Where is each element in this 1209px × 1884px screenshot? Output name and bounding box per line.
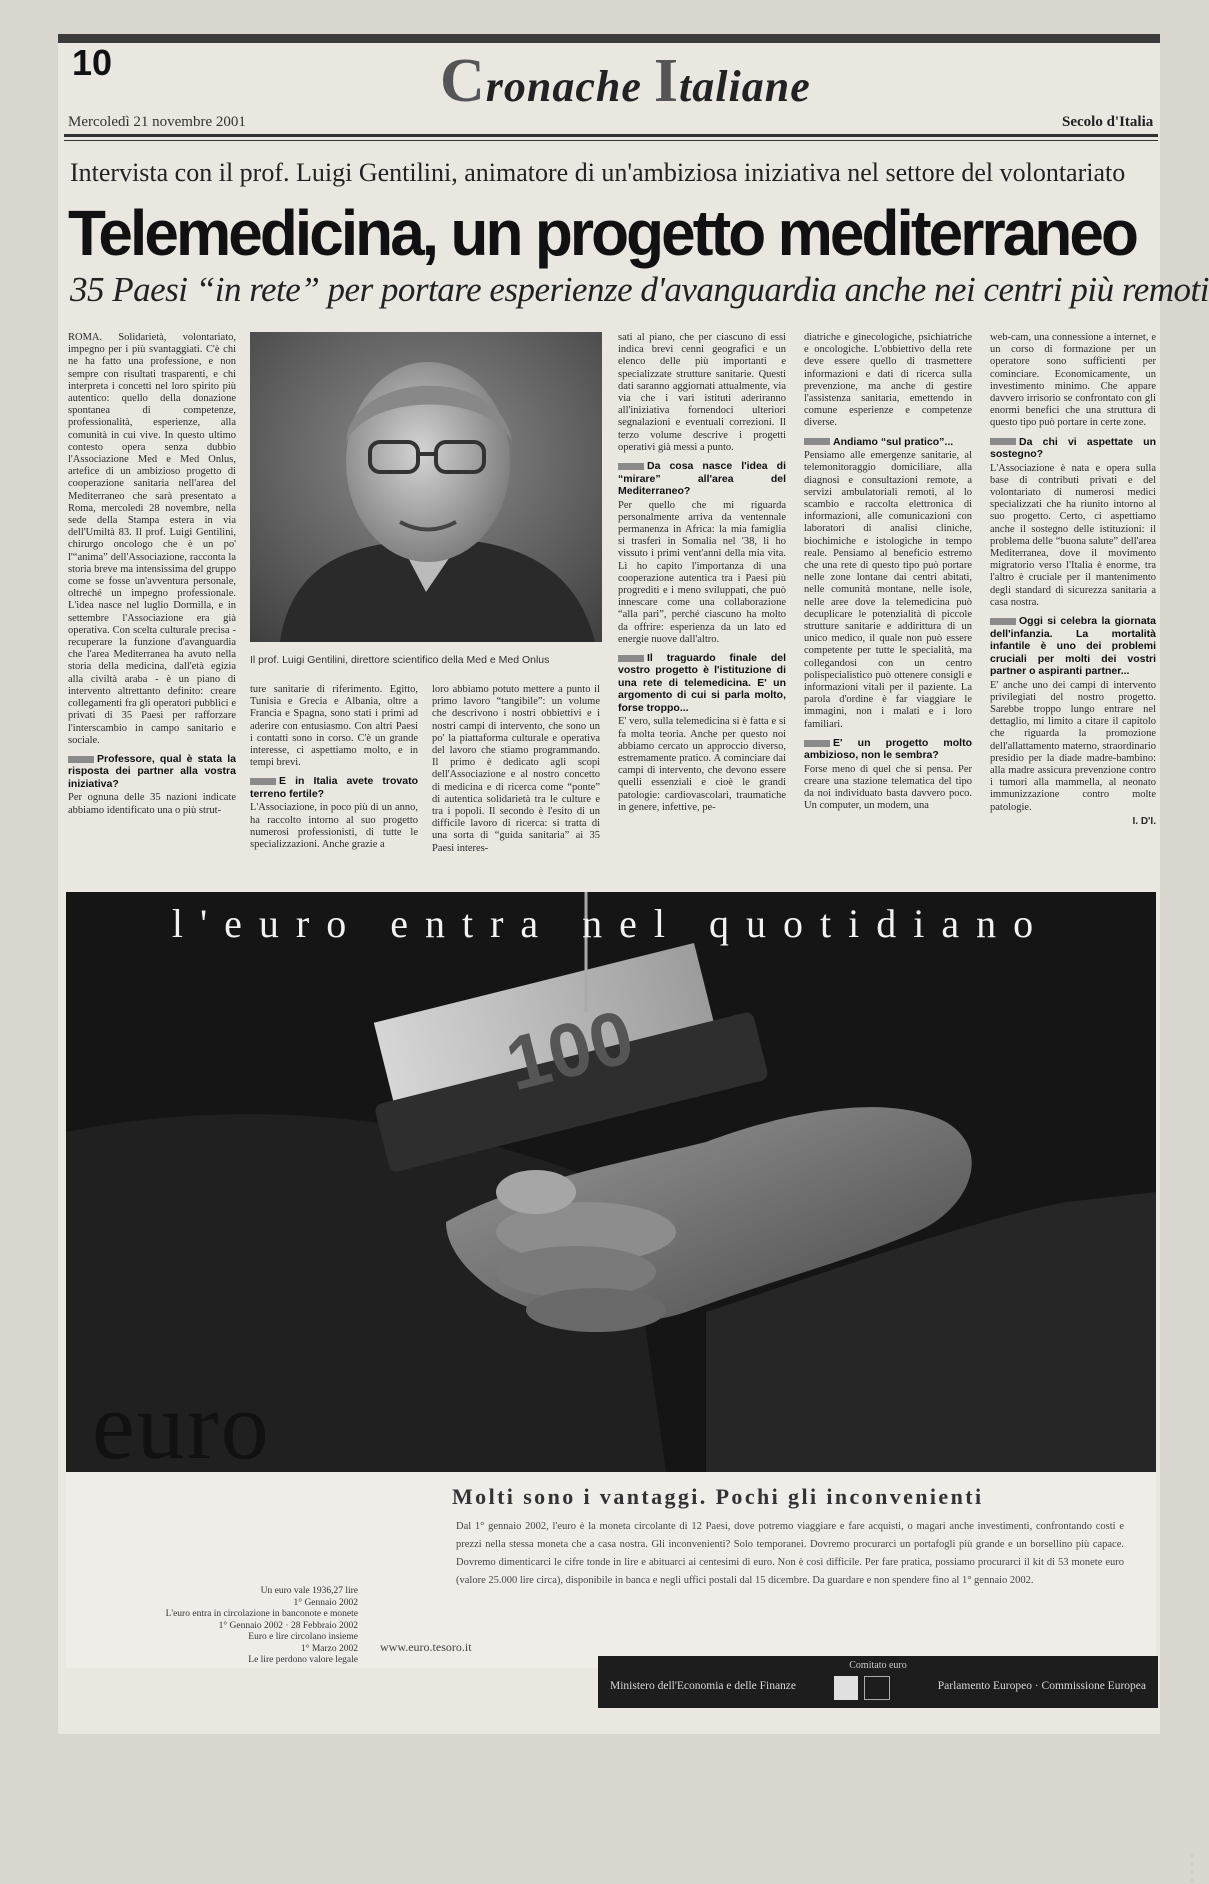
interview-question: Professore, qual è stata la risposta dei partner alla vostra iniziativa?: [68, 752, 236, 790]
column-text: web-cam, una connessione a internet, e un corso di formazione per un operatore sono sufficienti per cominciare. Economicamente, un investimento minimo. Che appare davvero irrisorio se confrontato con gli enormi benefici che una struttura di questo tipo può portare in certe zone.: [990, 332, 1156, 429]
column-text: loro abbiamo potuto mettere a punto il primo lavoro “tangibile”: un volume che descrivono i nostri obbiettivi e i nostri campi di intervento, che sono un po' la piattaforma culturale e operativa del lavoro che stiamo programmando. Il primo è dedicato agli scopi dell'Associazione e al nostro concetto di medicina e di ricerca come “ponte” di autentica solidarietà tra le culture e tra i popoli. Il secondo è l'esito di un difficile lavoro di ricerca: si tratta di una sorta di “guida sanitaria” ai 35 Paesi interes-: [432, 684, 600, 854]
author-signature: I. D'I.: [1132, 815, 1156, 827]
article-column-3: [432, 684, 600, 874]
article-column-2: [250, 684, 418, 874]
column-text: L'Associazione, in poco più di un anno, ha raccolto intorno al suo progetto numerosi professionisti, di tutte le specializzazioni. Anche grazie a: [250, 802, 418, 851]
interview-question: Da cosa nasce l'idea di “mirare” all'area del Mediterraneo?: [618, 460, 786, 498]
ad-date-line: 1° Gennaio 2002: [293, 1597, 358, 1608]
column-text: L'Associazione è nata e opera sulla base di contributi privati e del volontariato di numerosi medici specializzati che ha riunito intorno al suo progetto. Certo, ci aspettiamo anche il sostegno delle istituzioni: il problema delle “buona salute” dell'area Mediterranea, dove il movimento migratorio verso l'Italia è enorme, tra l'altro è cruciale per il mantenimento degli standard di sicurezza sanitaria a casa nostra.: [990, 462, 1156, 608]
column-text: diatriche e ginecologiche, psichiatriche e oncologiche. L'obbiettivo della rete deve essere quello di trasmettere informazioni e dati di ricerca sulla prevenzione, ma anche di gestire l'assistenza sanitaria, emettendo in comune esperienze e competenze diverse.: [804, 332, 972, 429]
interview-question: Andiamo “sul pratico”...: [804, 436, 972, 449]
column-text: Per ognuna delle 35 nazioni indicate abbiamo identificato una o più strut-: [68, 792, 236, 816]
article-column-4: [618, 332, 786, 872]
article-headline: Telemedicina, un progetto mediterraneo: [68, 197, 1137, 269]
column-text: Forse meno di quel che si pensa. Per creare una stazione telematica del tipo da noi individuato basta davvero poco. Un computer, un modem, una: [804, 763, 972, 812]
column-text: Pensiamo alle emergenze sanitarie, al telemonitoraggio domiciliare, alla diagnosi e consultazioni remote, a servizi ambulatoriali remoti, al lo scambio e raccolta elettronica di informazioni, alle comunicazioni con laboratori di analisi cliniche, biochimiche e istologiche in tempo reale. Pensiamo al beneficio estremo che una rete di questo tipo può portare nelle zone lontane dai centri abitati, nelle comunità montane, nelle isole, nelle aree dove la telemedicina può decuplicare le potenzialità di piccole strutture sanitarie e addirittura di un unico medico, il quale non può essere competente per tutte le specialità, ma collegandosi con un centro polispecialistico può ottenere consigli e informazioni vitali per il paziente. La parola d'ordine è far viaggiare le immagini, non i malati e i loro familiari.: [804, 450, 972, 730]
ad-date-line: Euro e lire circolano insieme: [248, 1632, 358, 1642]
ad-fineprint: ●●●●: [1188, 1852, 1196, 1884]
column-text: Per quello che mi riguarda personalmente arriva da ventennale permanenza in Africa: la mia famiglia si trasferì in Somalia nel '38, li ho vissuto i primi vent'anni della mia vita. Lì ho capito l'importanza di una cooperazione autentica tra i Paesi più progrediti e i meno sviluppati, che può innescare come una collaborazione “alla pari”, perché ciascuno ha molto da offrire: esperienza da un lato ed energie nuove dall'altro.: [618, 499, 786, 645]
section-initial-i: I: [653, 47, 680, 115]
ad-date-line: L'euro entra in circolazione in banconote e monete: [165, 1609, 358, 1619]
interview-question: Il traguardo finale del vostro progetto è l'istituzione di una rete di telemedicina. E' un argomento di cui si parla molto, forse troppo...: [618, 651, 786, 714]
eu-flag-icon: [864, 1676, 890, 1700]
column-text: E' anche uno dei campi di intervento privilegiati del nostro progetto. Sarebbe troppo lungo entrare nel dettaglio, mi limito a citare il capitolo che riguarda la promozione dell'allattamento materno, straordinario presidio per la diade madre-bambino: alla madre assicura prevenzione contro i tumori alla mammella, al neonato immunizzazione contro molte patologie.: [990, 679, 1156, 813]
article-column-5: [804, 332, 972, 872]
column-text: sati al piano, che per ciascuno di essi indica brevi cenni geografici e un elenco delle più importanti e specializzate strutture sanitarie. Questi dati saranno aggiornati attualmente, via via che i vari istituti aderiranno all'iniziativa fornendoci ulteriori segnalazioni e eventuali correzioni. Il terzo volume descrive i progetti operativi già messi a punto.: [618, 332, 786, 453]
ministry-emblem-icon: [834, 1676, 858, 1700]
dateline: Mercoledì 21 novembre 2001: [68, 114, 246, 130]
ad-url: www.euro.tesoro.it: [380, 1640, 472, 1654]
interview-question: E in Italia avete trovato terreno fertile?: [250, 775, 418, 800]
portrait-photo: [250, 332, 602, 642]
interview-question: Da chi vi aspettate un sostegno?: [990, 435, 1156, 461]
column-text: E' vero, sulla telemedicina si è fatta e si fa molta teoria. Anche per questo noi abbiamo cercato un approccio diverso, estremamente pratico. A cominciare dai campi di intervento, che devono essere quelli essenziali e cioè le grandi patologie: cardiovascolari, traumatiche in genere, infettive, pe-: [618, 716, 786, 813]
article-column-6: [990, 332, 1156, 872]
eu-institutions-label: Parlamento Europeo · Commissione Europea: [937, 1680, 1146, 1692]
section-word-2: taliane: [679, 62, 811, 111]
paper-name: Secolo d'Italia: [1062, 114, 1154, 130]
ad-date-line: Un euro vale 1936,27 lire: [260, 1586, 358, 1596]
ad-tagline: Molti sono i vantaggi. Pochi gli inconvenienti: [452, 1484, 984, 1509]
ad-sponsor-bar: [598, 1656, 1158, 1708]
section-title: [440, 46, 811, 117]
ad-body-text: Dal 1° gennaio 2002, l'euro è la moneta circolante di 12 Paesi, dove potremo viaggiare e fare acquisti, o magari anche investimenti, confrontando costi e prezzi nella stessa moneta che a casa nostra. Gli inconvenienti? Solo temporanei. Dovremo procurarci un portafogli più grande e un borsellino più capace. Dovremo dimenticarci le cifre tonde in lire e abituarci ai centesimi di euro. Non è così difficile. Per fare pratica, possiamo procurarci il kit di 53 monete euro (valore 25.000 lire circa), disponibile in banca e negli uffici postali dal 15 dicembre. Da guardare e non spendere fino al 1° gennaio 2002.: [456, 1521, 1124, 1586]
ad-euro-word: euro: [92, 1372, 271, 1479]
ad-date-line: 1° Gennaio 2002 · 28 Febbraio 2002: [218, 1620, 358, 1631]
banknote-value: 100: [497, 994, 642, 1108]
article-column-1: [68, 332, 236, 872]
section-initial-c: C: [440, 47, 486, 115]
ad-date-line: 1° Marzo 2002: [300, 1643, 358, 1654]
article-kicker: Intervista con il prof. Luigi Gentilini, animatore di un'ambiziosa iniziativa nel settore del volontariato: [70, 158, 1126, 187]
photo-caption: Il prof. Luigi Gentilini, direttore scientifico della Med e Med Onlus: [250, 654, 550, 666]
top-bar: [58, 34, 1160, 43]
ad-slogan: l'euro entra nel quotidiano: [171, 901, 1051, 946]
article-subhead: 35 Paesi “in rete” per portare esperienze d'avanguardia anche nei centri più remoti: [70, 270, 1209, 309]
ministry-label: Ministero dell'Economia e delle Finanze: [610, 1680, 797, 1692]
page-number: 10: [72, 42, 113, 83]
ad-date-line: Le lire perdono valore legale: [248, 1655, 358, 1665]
committee-label: Comitato euro: [849, 1660, 907, 1671]
interview-question: E' un progetto molto ambizioso, non le sembra?: [804, 736, 972, 762]
column-text: ture sanitarie di riferimento. Egitto, Tunisia e Grecia e Albania, oltre a Francia e Spagna, sono stati i primi ad aderire con entusiasmo. Con altri Paesi i contatti sono in corso. C'è un grande interesse, ci aspettiamo molto, e in tempi brevi.: [250, 684, 418, 769]
column-text: ROMA. Solidarietà, volontariato, impegno per i più svantaggiati. C'è chi ne ha fatto una professione, e non sempre con risultati trasparenti, e chi interpreta i concetti nel loro spirito più autentico: quello della donazione spontanea di competenze, professionalità, esperienze, alla comunità in cui vive. In questo ultimo contesto opera senza dubbio l'Associazione Med e Med Onlus, artefice di un ambizioso progetto di cooperazione sanitaria nell'area del Mediterraneo che sarà presentato a Roma, mercoledì 28 novembre, nella sede della Stampa estera in via dell'Umiltà 83. Il prof. Luigi Gentilini, chirurgo oncologo che è un po' l'“anima” dell'Associazione, racconta la storia breve ma intensissima del gruppo come se fosse un'avventura personale, oltreché un impegno professionale. L'idea nasce nel luglio Dormilla, e in settembre l'Associazione era già operativa. Con scelta culturale precisa - recuperare la funzione d'avanguardia che l'area Mediterranea ha avuto nella storia della medicina, dall'età egizia alla civiltà araba - è un piano di intervento altrettanto definito: creare collegamenti fra gli operatori pubblici e privati di 35 Paesi per rafforzare l'interscambio in campo sanitario e sociale.: [68, 332, 236, 746]
header-rule: [64, 134, 1158, 137]
interview-question: Oggi si celebra la giornata dell'infanzia. La mortalità infantile è uno dei problemi cruciali per molti dei vostri partner o aspiranti partner...: [990, 615, 1156, 678]
ad-dates-box: [90, 1586, 358, 1667]
section-word-1: ronache: [485, 62, 654, 111]
header-rule-thin: [64, 140, 1158, 141]
